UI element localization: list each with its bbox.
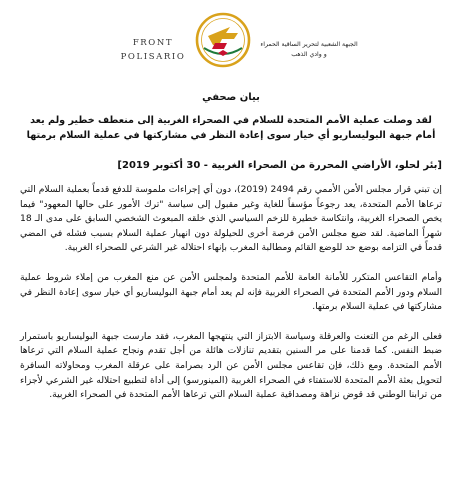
latin-org-name [108,36,198,64]
document-headline: لقد وصلت عملية الأمم المتحدة للسلام في الصحراء الغربية إلى منعطف خطير ولم يعد أمام جبهة البوليساريو أي خيار سوى إعادة النظر في مشاركتها في عملية السلام برمتها [26,115,436,141]
paragraph-3: فعلى الرغم من التعنت والعرقلة وسياسة الابتزاز التي ينتهجها المغرب، فقد مارست جبهة البوليساريو باستمرار ضبط النفس. كما قدمنا على مر السنين بتقديم تنازلات هائلة من أجل تقدم ونجاح عملية السلام التي ترعاها الأمم المتحدة. ومع ذلك، فإن تقاعس مجلس الأمن عن الرد بصرامة على عرقلة المغرب ومحاولاته السافرة لتحويل بعثة الأمم المتحدة للاستفتاء في الصحراء الغربية (المينورسو) إلى أداة لتطبيع احتلاله غير الشرعي لأجزاء من ترابنا الوطني قد قوض نزاهة ومصداقية عملية السلام التي ترعاها الأمم المتحدة في الصحراء الغربية. [20,330,442,401]
latin-name-line2: POLISARIO [120,52,186,62]
document-body [20,92,442,418]
document-dateline: [بئر لحلو، الأراضي المحررة من الصحراء الغربية - 30 أكتوبر 2019] [117,160,442,171]
arabic-name-line2: و وادي الذهب [291,51,327,58]
paragraph-1: إن تبني قرار مجلس الأمن الأممي رقم 2494 (2019)، دون أي إجراءات ملموسة للدفع قدماً بعملية السلام التي ترعاها الأمم المتحدة، يعد رجوعاً مؤسفاً للغاية وغير مقبول إلى سياسة "ترك الأمور على حالها المعهود" فيما يخص الصحراء الغربية، وانتكاسة خطيرة للزخم السياسي الذي خلقه المبعوث الشخصي السابق على مدى الـ 18 شهراً الماضية. لقد ضيع مجلس الأمن فرصة أخرى للحيلولة دون انهيار عملية السلام بسبب فشله في المضي قدماً في التزامه بوضع حد للوضع القائم ومطالبة المغرب بإنهاء احتلاله غير الشرعي للصحراء الغربية. [20,184,442,254]
polisario-emblem-icon [194,12,252,68]
paragraph-2: وأمام التقاعس المتكرر للأمانة العامة للأمم المتحدة ولمجلس الأمن عن منع المغرب من إملاء شروط عملية السلام ودور الأمم المتحدة في الصحراء الغربية فإنه لم يعد أمام جبهة البوليساريو أي خيار سوى إعادة النظر في مشاركتها في عملية السلام برمتها. [20,271,442,313]
latin-name-line1: FRONT [132,38,174,48]
arabic-name-line1: الجبهة الشعبية لتحرير الساقية الحمراء [260,41,358,48]
document-title: بيان صحفي [202,92,260,103]
arabic-org-name [257,40,361,60]
letterhead [0,0,459,78]
